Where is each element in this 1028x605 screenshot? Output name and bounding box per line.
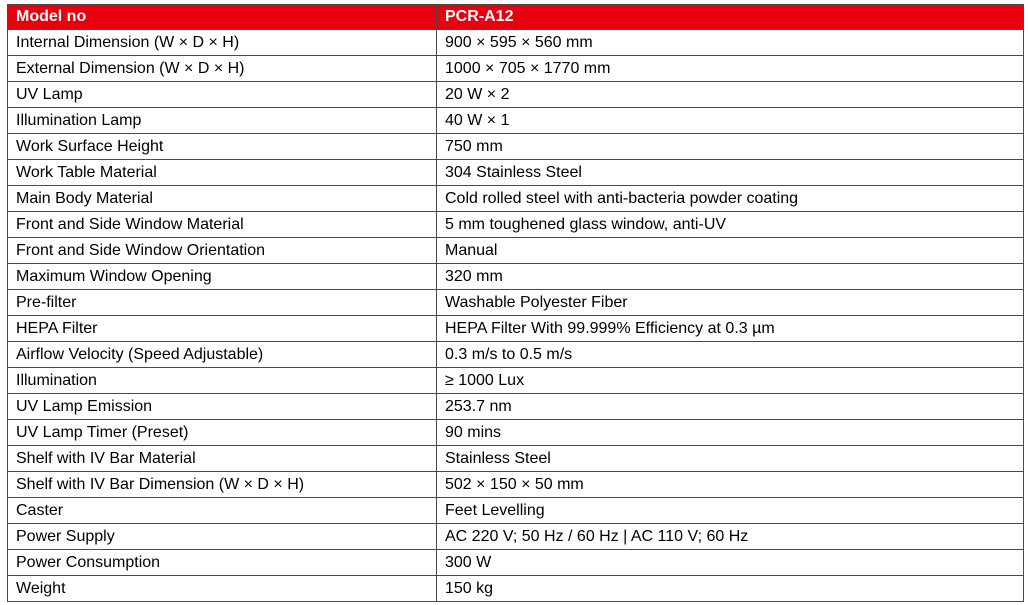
table-row [8, 368, 1024, 394]
table-row [8, 446, 1024, 472]
spec-value-cell: 253.7 nm [437, 394, 1024, 420]
table-row [8, 550, 1024, 576]
spec-value-cell: Feet Levelling [437, 498, 1024, 524]
spec-value-cell: 304 Stainless Steel [437, 160, 1024, 186]
table-row [8, 394, 1024, 420]
spec-table-body [8, 30, 1024, 602]
table-row [8, 160, 1024, 186]
spec-value-cell: 320 mm [437, 264, 1024, 290]
spec-label-cell: Front and Side Window Material [8, 212, 437, 238]
spec-value-cell: 750 mm [437, 134, 1024, 160]
spec-label-cell: Illumination [8, 368, 437, 394]
spec-label-cell: Work Surface Height [8, 134, 437, 160]
header-cell-model-value: PCR-A12 [437, 5, 1024, 30]
spec-value-cell: ≥ 1000 Lux [437, 368, 1024, 394]
table-row [8, 524, 1024, 550]
table-row [8, 316, 1024, 342]
spec-label-cell: Weight [8, 576, 437, 602]
spec-label-cell: External Dimension (W × D × H) [8, 56, 437, 82]
spec-value-cell: 900 × 595 × 560 mm [437, 30, 1024, 56]
table-row [8, 238, 1024, 264]
spec-label-cell: Caster [8, 498, 437, 524]
spec-label-cell: Internal Dimension (W × D × H) [8, 30, 437, 56]
spec-value-cell: 150 kg [437, 576, 1024, 602]
header-cell-model-label: Model no [8, 5, 437, 30]
spec-label-cell: Shelf with IV Bar Material [8, 446, 437, 472]
spec-value-cell: HEPA Filter With 99.999% Efficiency at 0.3 µm [437, 316, 1024, 342]
spec-value-cell: Washable Polyester Fiber [437, 290, 1024, 316]
spec-label-cell: Illumination Lamp [8, 108, 437, 134]
spec-label-cell: UV Lamp [8, 82, 437, 108]
spec-label-cell: Front and Side Window Orientation [8, 238, 437, 264]
table-row [8, 472, 1024, 498]
spec-value-cell: 502 × 150 × 50 mm [437, 472, 1024, 498]
spec-value-cell: 20 W × 2 [437, 82, 1024, 108]
spec-label-cell: Maximum Window Opening [8, 264, 437, 290]
spec-label-cell: UV Lamp Emission [8, 394, 437, 420]
table-row [8, 30, 1024, 56]
spec-table [7, 4, 1024, 602]
table-row [8, 498, 1024, 524]
spec-label-cell: UV Lamp Timer (Preset) [8, 420, 437, 446]
table-row [8, 82, 1024, 108]
spec-label-cell: Work Table Material [8, 160, 437, 186]
spec-value-cell: 1000 × 705 × 1770 mm [437, 56, 1024, 82]
table-row [8, 186, 1024, 212]
table-row [8, 342, 1024, 368]
table-row [8, 290, 1024, 316]
spec-value-cell: 5 mm toughened glass window, anti-UV [437, 212, 1024, 238]
spec-value-cell: Manual [437, 238, 1024, 264]
spec-label-cell: HEPA Filter [8, 316, 437, 342]
spec-label-cell: Main Body Material [8, 186, 437, 212]
spec-value-cell: 300 W [437, 550, 1024, 576]
spec-value-cell: Stainless Steel [437, 446, 1024, 472]
table-row [8, 134, 1024, 160]
spec-label-cell: Airflow Velocity (Speed Adjustable) [8, 342, 437, 368]
table-row [8, 108, 1024, 134]
table-row [8, 420, 1024, 446]
spec-label-cell: Power Consumption [8, 550, 437, 576]
table-row [8, 264, 1024, 290]
spec-value-cell: Cold rolled steel with anti-bacteria powder coating [437, 186, 1024, 212]
spec-label-cell: Shelf with IV Bar Dimension (W × D × H) [8, 472, 437, 498]
spec-label-cell: Power Supply [8, 524, 437, 550]
table-row [8, 212, 1024, 238]
table-row [8, 56, 1024, 82]
spec-value-cell: AC 220 V; 50 Hz / 60 Hz | AC 110 V; 60 Hz [437, 524, 1024, 550]
spec-value-cell: 40 W × 1 [437, 108, 1024, 134]
spec-value-cell: 0.3 m/s to 0.5 m/s [437, 342, 1024, 368]
table-row [8, 576, 1024, 602]
spec-value-cell: 90 mins [437, 420, 1024, 446]
spec-label-cell: Pre-filter [8, 290, 437, 316]
header-row [8, 5, 1024, 30]
